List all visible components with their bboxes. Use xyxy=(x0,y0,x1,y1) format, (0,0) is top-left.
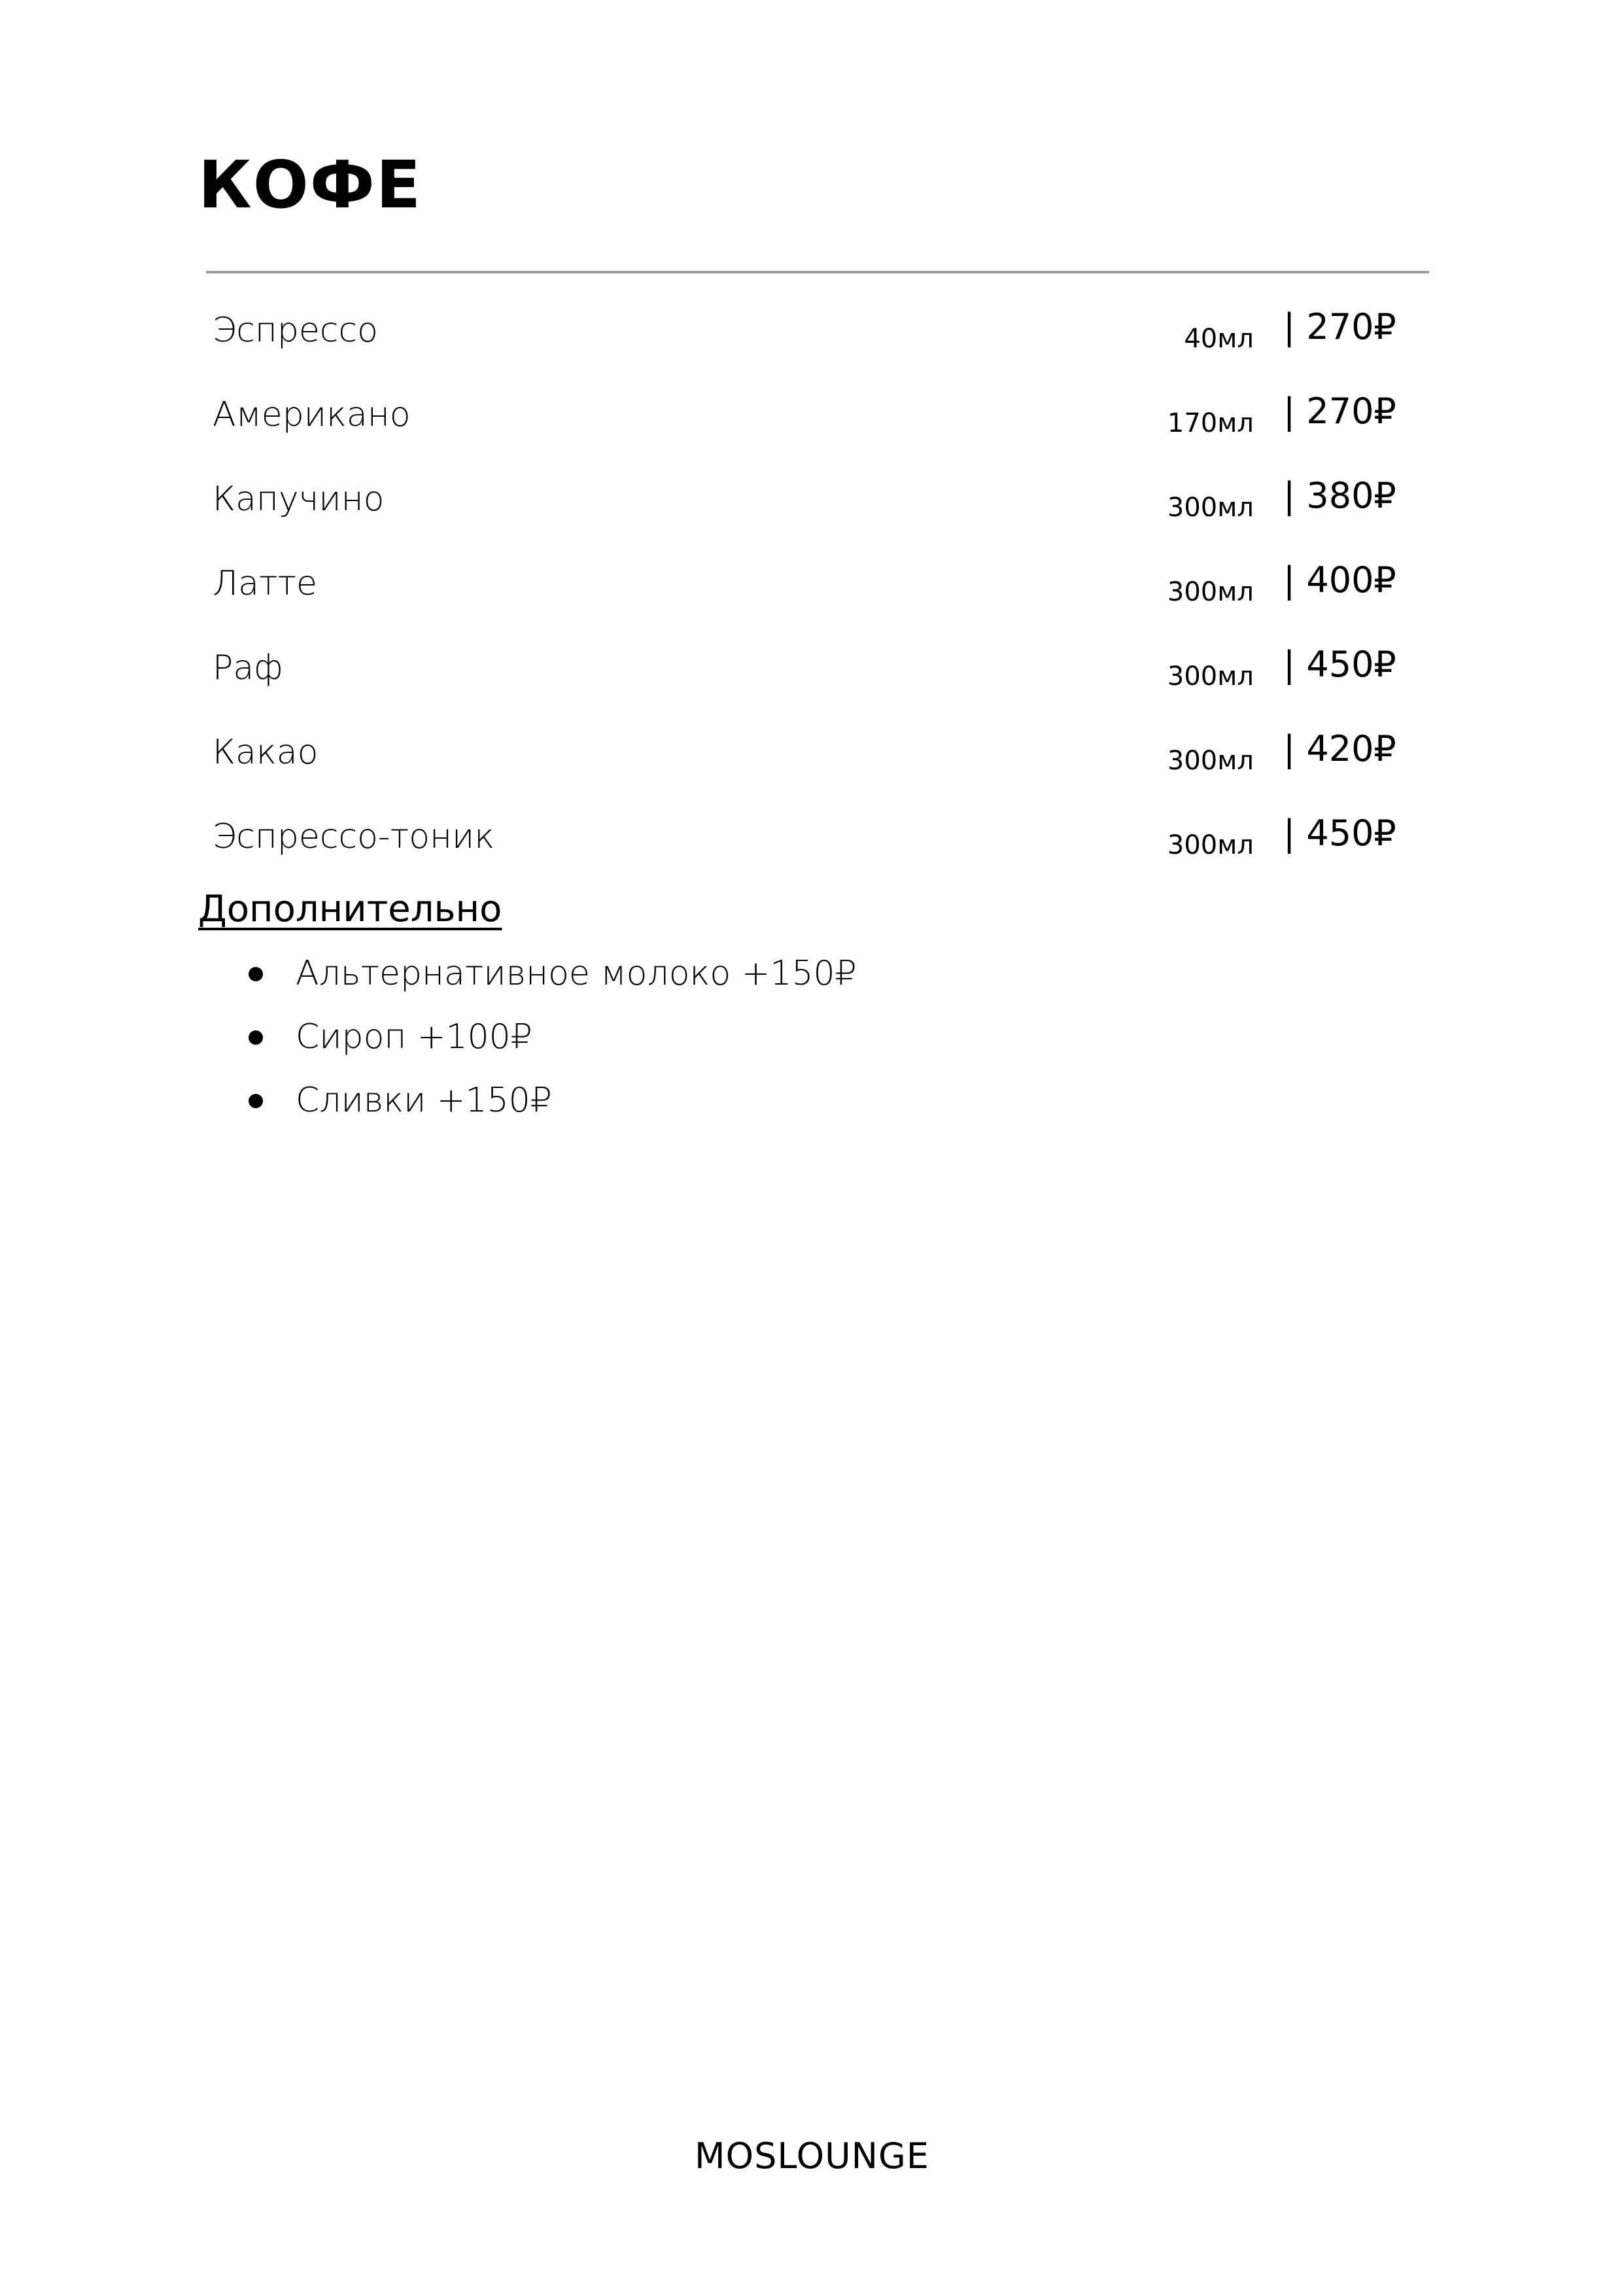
menu-item-name: Раф xyxy=(213,648,283,688)
menu-item xyxy=(213,457,1416,541)
extras-item-text: Сироп +100₽ xyxy=(296,1017,532,1057)
menu-item-price: | 420₽ xyxy=(1283,728,1396,769)
menu-item-name: Американо xyxy=(213,395,411,434)
menu-item-name: Эспрессо-тоник xyxy=(213,817,495,856)
menu-item-name: Капучино xyxy=(213,480,385,519)
menu-item-volume: 300мл xyxy=(1167,830,1254,860)
bullet-icon xyxy=(249,1030,263,1045)
menu-item xyxy=(213,288,1416,372)
menu-item-price: | 450₽ xyxy=(1283,644,1396,685)
menu-item-volume: 170мл xyxy=(1167,408,1254,438)
title-divider xyxy=(206,271,1429,273)
menu-item-price: | 400₽ xyxy=(1283,559,1396,601)
menu-item-price: | 270₽ xyxy=(1283,391,1396,432)
page-title: КОФЕ xyxy=(198,147,423,223)
footer-brand: MOSLOUNGE xyxy=(695,2135,929,2177)
menu-item xyxy=(213,541,1416,625)
bullet-icon xyxy=(249,967,263,981)
menu-item-volume: 300мл xyxy=(1167,661,1254,692)
menu-item-volume: 300мл xyxy=(1167,577,1254,607)
menu-item xyxy=(213,710,1416,794)
extras-heading: Дополнительно xyxy=(198,888,502,930)
menu-item-name: Эспрессо xyxy=(213,311,378,350)
extras-list-item xyxy=(249,1013,857,1077)
menu-item-price: | 270₽ xyxy=(1283,306,1396,347)
menu-item-name: Какао xyxy=(213,733,319,772)
menu-item-name: Латте xyxy=(213,564,318,603)
menu-item-price: | 450₽ xyxy=(1283,813,1396,854)
menu-item xyxy=(213,625,1416,710)
extras-list-item xyxy=(249,950,857,1013)
menu-item xyxy=(213,372,1416,457)
menu-item-volume: 300мл xyxy=(1167,493,1254,523)
extras-item-text: Сливки +150₽ xyxy=(296,1081,552,1120)
extras-list xyxy=(249,950,857,1140)
menu-item-price: | 380₽ xyxy=(1283,475,1396,516)
menu-item-volume: 40мл xyxy=(1184,324,1254,354)
bullet-icon xyxy=(249,1094,263,1108)
extras-item-text: Альтернативное молоко +150₽ xyxy=(296,954,857,993)
extras-list-item xyxy=(249,1077,857,1140)
menu-item-volume: 300мл xyxy=(1167,746,1254,776)
menu-item xyxy=(213,794,1416,879)
coffee-menu-list xyxy=(213,288,1416,879)
